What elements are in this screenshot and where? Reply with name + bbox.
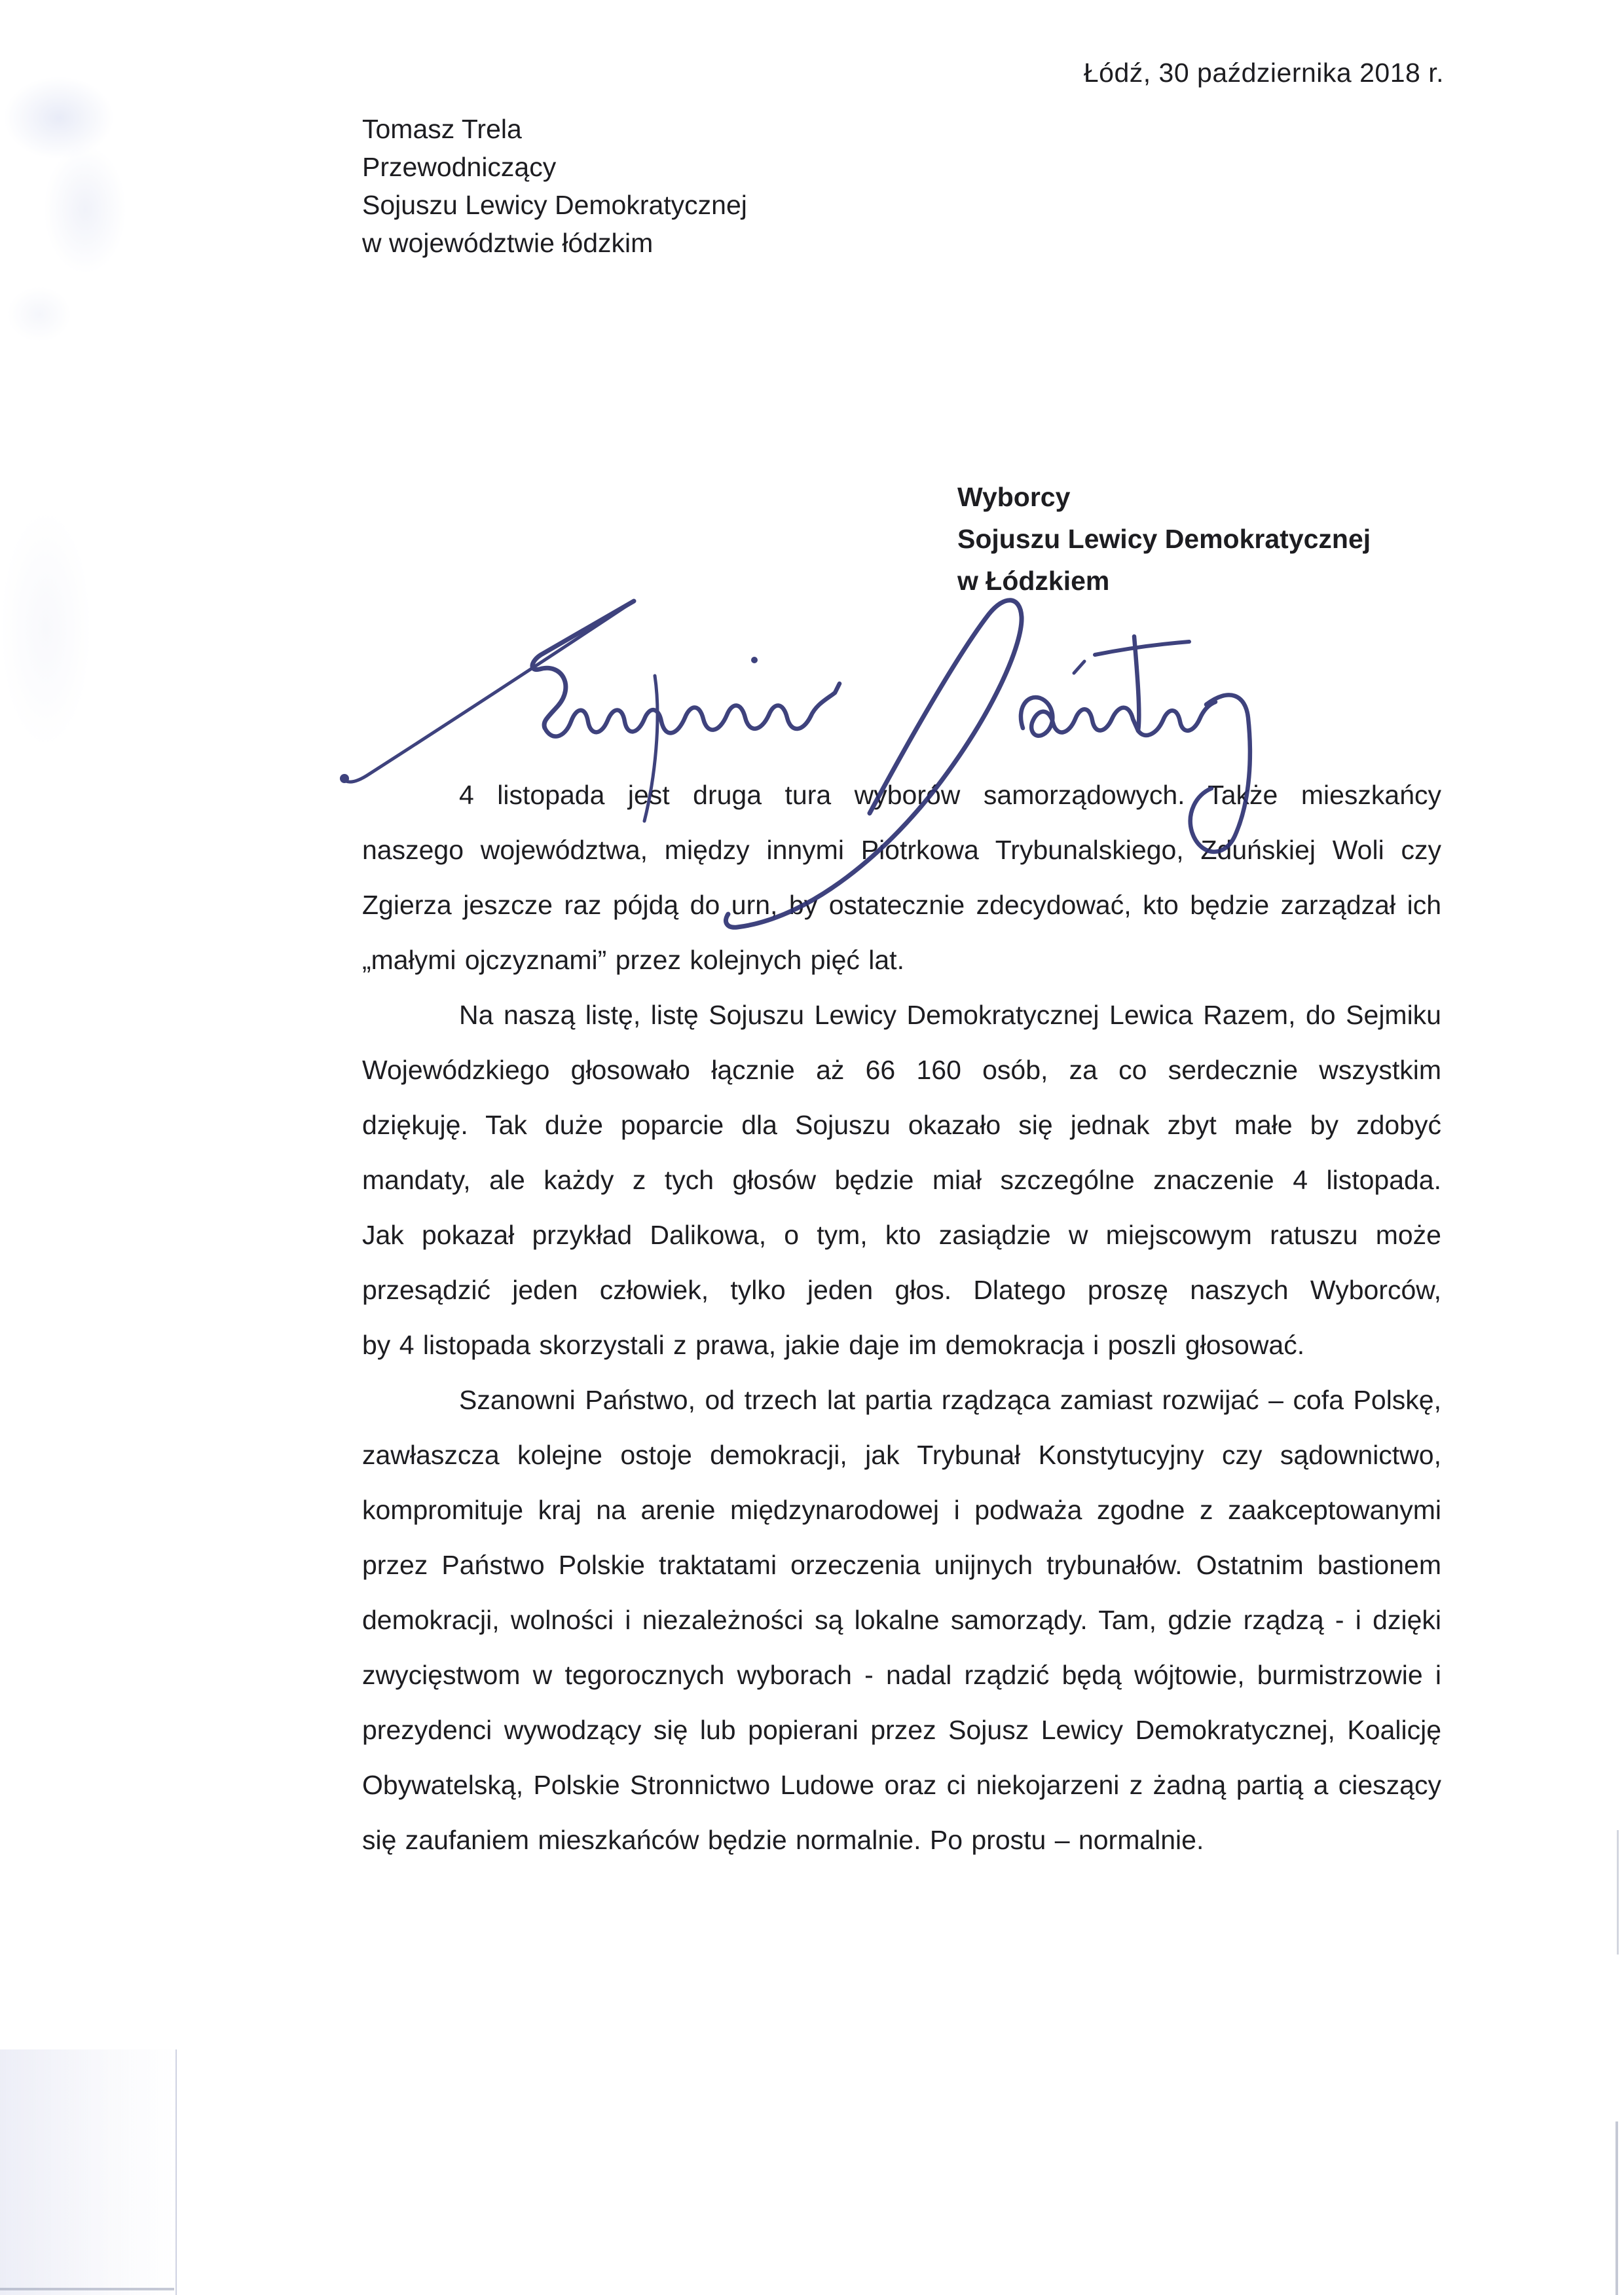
body-line: przesądzić jeden człowiek, tylko jeden głos. Dlatego proszę naszych Wyborców, [362, 1275, 1441, 1305]
body-line: zawłaszcza kolejne ostoje demokracji, jak Trybunał Konstytucyjny czy sądownictwo, [362, 1440, 1441, 1470]
sender-region: w województwie łódzkim [362, 228, 654, 258]
body-line: Na naszą listę, listę Sojuszu Lewicy Demokratycznej Lewica Razem, do Sejmiku [459, 1000, 1441, 1030]
body-line: by 4 listopada skorzystali z prawa, jakie daje im demokracja i poszli głosować. [362, 1330, 1305, 1360]
sender-organization: Sojuszu Lewicy Demokratycznej [362, 190, 747, 220]
body-line: Obywatelską, Polskie Stronnictwo Ludowe oraz ci niekojarzeni z żadną partią a cieszący [362, 1770, 1441, 1800]
recipient-block [957, 476, 1371, 602]
recipient-line: Sojuszu Lewicy Demokratycznej [957, 524, 1371, 554]
body-line: się zaufaniem mieszkańców będzie normalnie. Po prostu – normalnie. [362, 1825, 1204, 1855]
body-line: prezydenci wywodzący się lub popierani przez Sojusz Lewicy Demokratycznej, Koalicję [362, 1715, 1441, 1745]
body-line: „małymi ojczyznami” przez kolejnych pięć lat. [362, 945, 904, 975]
sender-title: Przewodniczący [362, 152, 557, 182]
body-line: Wojewódzkiego głosowało łącznie aż 66 160 osób, za co serdecznie wszystkim [362, 1055, 1441, 1085]
sender-name: Tomasz Trela [362, 114, 522, 144]
body-line: mandaty, ale każdy z tych głosów będzie miał szczególne znaczenie 4 listopada. [362, 1165, 1441, 1195]
scan-artifact-bottom-left [0, 2049, 177, 2295]
body-line: przez Państwo Polskie traktatami orzeczenia unijnych trybunałów. Ostatnim bastionem [362, 1550, 1441, 1580]
body-line: Szanowni Państwo, od trzech lat partia rządząca zamiast rozwijać – cofa Polskę, [459, 1385, 1441, 1415]
scan-artifact-right-line [1617, 1830, 1619, 1955]
body-line: naszego województwa, między innymi Piotrkowa Trybunalskiego, Zduńskiej Woli czy [362, 835, 1441, 865]
scan-artifact-right-line [1615, 2121, 1618, 2295]
body-line: Zgierza jeszcze raz pójdą do urn, by ostatecznie zdecydować, kto będzie zarządzał ich [362, 890, 1441, 920]
body-line: Jak pokazał przykład Dalikowa, o tym, kto zasiądzie w miejscowym ratuszu może [362, 1220, 1441, 1250]
body-line: demokracji, wolności i niezależności są lokalne samorządy. Tam, gdzie rządzą - i dzięki [362, 1605, 1441, 1635]
body-line: zwycięstwom w tegorocznych wyborach - nadal rządzić będą wójtowie, burmistrzowie i [362, 1660, 1441, 1690]
sender-block [362, 110, 747, 262]
body-line: dziękuję. Tak duże poparcie dla Sojuszu okazało się jednak zbyt małe by zdobyć [362, 1110, 1441, 1140]
recipient-line: Wyborcy [957, 482, 1071, 512]
date-line: Łódź, 30 października 2018 r. [1083, 58, 1444, 88]
letter-body [362, 767, 1441, 1867]
recipient-line: w Łódzkiem [957, 566, 1110, 596]
body-line: 4 listopada jest druga tura wyborów samorządowych. Także mieszkańcy [459, 780, 1441, 810]
scan-artifact-bottom-line [0, 2288, 174, 2290]
body-line: kompromituje kraj na arenie międzynarodowej i podważa zgodne z zaakceptowanymi [362, 1495, 1441, 1525]
scan-artifact-top-left [0, 39, 216, 792]
